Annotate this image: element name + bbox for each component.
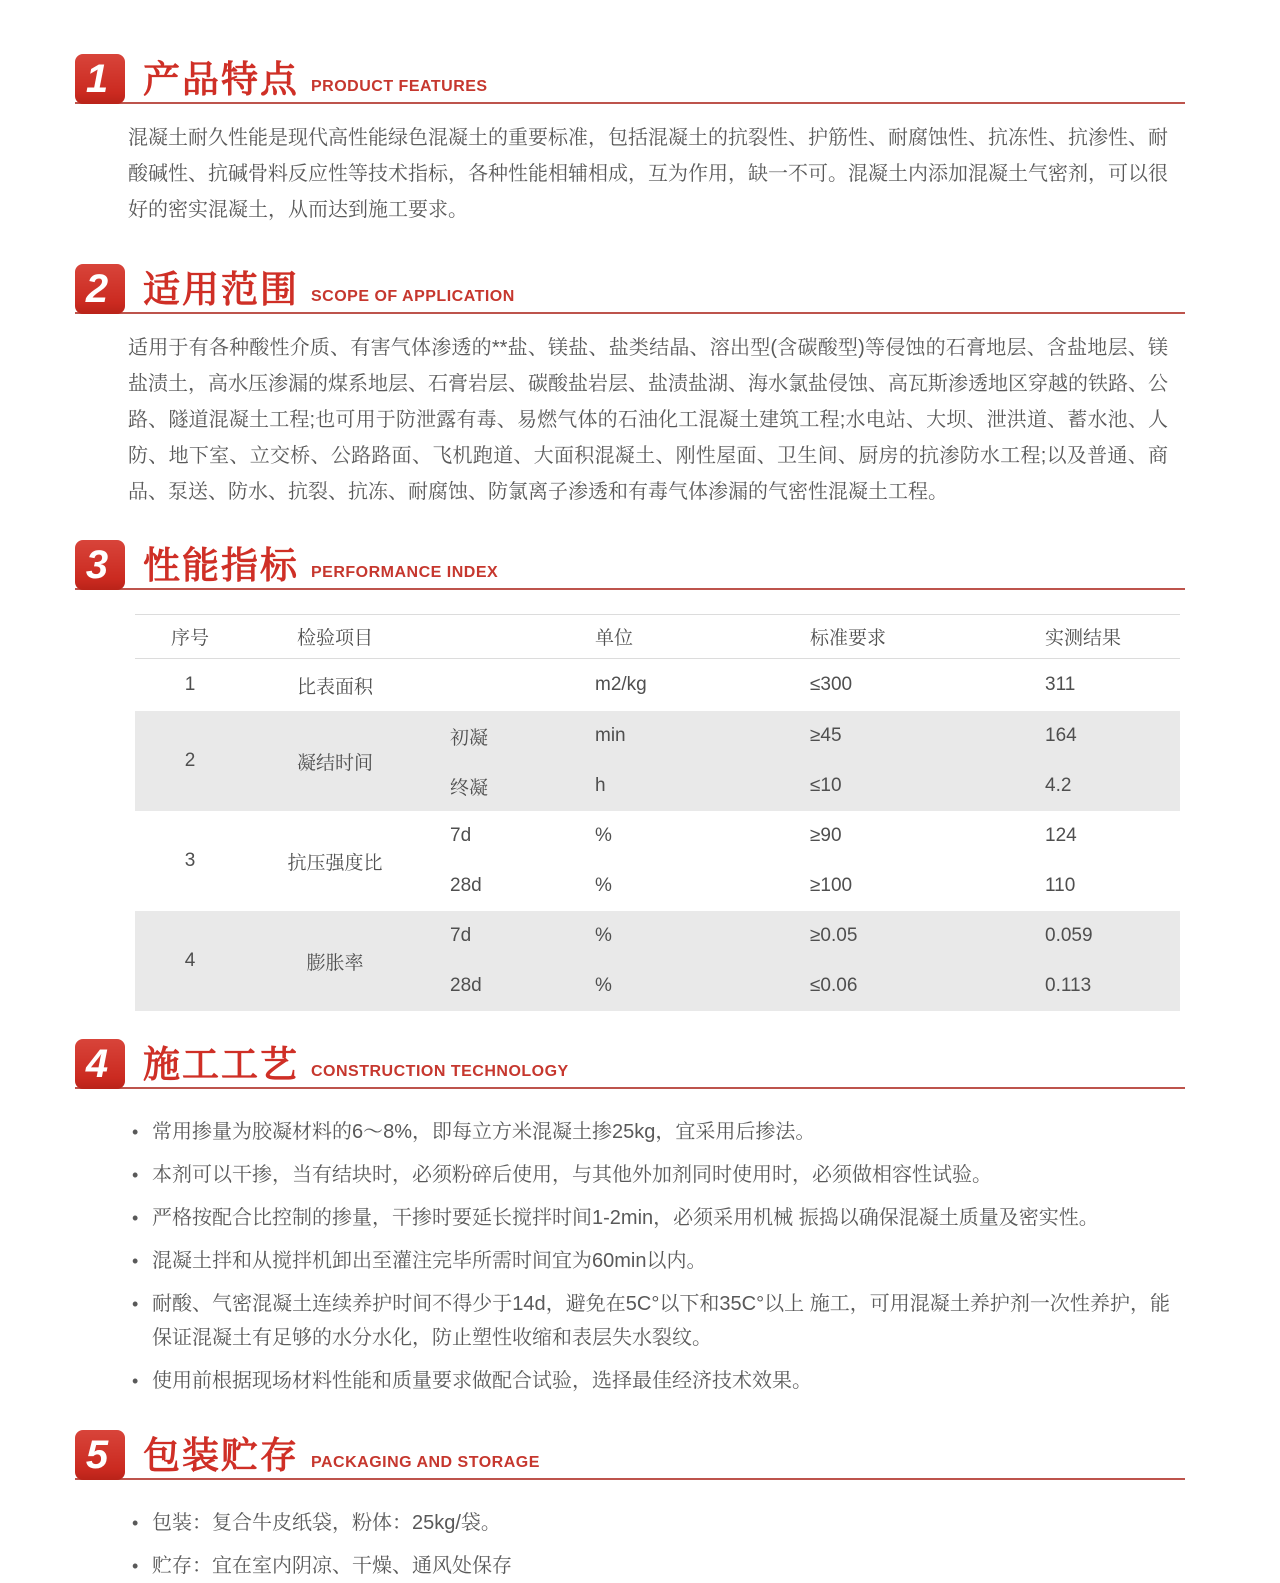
table-row-group [135,811,1180,911]
table-cell: ≤10 [810,775,842,796]
table-subrow [425,711,1180,761]
table-cell: 28d [450,875,482,896]
table-header-row [135,615,1180,659]
section-header [75,258,1185,314]
table-cell: 2 [184,750,196,771]
table-header-cell: 检验项目 [296,628,373,649]
section-performance-index [0,534,1280,1011]
table-row-group [135,911,1180,1011]
table-cell: % [595,975,612,996]
table-cell: % [595,925,612,946]
section-construction-technology [0,1033,1280,1398]
table-cell: 0.113 [1045,975,1092,996]
table-cell: 3 [184,850,196,871]
table-cell: 0.059 [1045,925,1093,946]
section-paragraph: 适用于有各种酸性介质、有害气体渗透的**盐、镁盐、盐类结晶、溶出型(含碳酸型)等侵蚀的石膏地层、含盐地层、镁盐渍土，高水压渗漏的煤系地层、石膏岩层、碳酸盐岩层、盐渍盐湖、海水氯盐侵蚀、高瓦斯渗透地区穿越的铁路、公路、隧道混凝土工程;也可用于防泄露有毒、易燃气体的石油化工混凝土建筑工程;水电站、大坝、泄洪道、蓄水池、人防、地下室、立交桥、公路路面、飞机跑道、大面积混凝土、刚性屋面、卫生间、厨房的抗渗防水工程;以及普通、商品、泵送、防水、抗裂、抗冻、耐腐蚀、防氯离子渗透和有毒气体渗漏的气密性混凝土工程。 [128,337,1168,503]
table-cell: ≥0.05 [810,925,858,946]
table-cell: 311 [1045,674,1076,695]
table-cell: 膨胀率 [306,952,364,974]
table-cell: 1 [184,674,196,695]
table-cell: % [595,875,612,896]
table-cell: % [595,825,612,846]
section-product-features [0,0,1280,228]
section-header [75,1424,1185,1480]
table-cell: 7d [450,925,472,946]
list-item: • 本剂可以干掺，当有结块时，必须粉碎后使用，与其他外加剂同时使用时，必须做相容性试验。 [130,1158,1170,1192]
section-title-en: PRODUCT FEATURES [311,78,488,95]
section-title-en: PACKAGING AND STORAGE [311,1454,540,1471]
table-cell: h [595,775,606,796]
list-item: • 混凝土拌和从搅拌机卸出至灌注完毕所需时间宜为60min以内。 [130,1244,1170,1278]
table-cell: min [595,725,626,746]
table-cell: m2/kg [595,674,647,695]
construction-bullet-list [130,1115,1170,1398]
table-cell: 124 [1045,825,1077,846]
table-cell: 抗压强度比 [287,852,383,874]
section-number-badge: 3 [75,540,125,590]
section-number-badge: 2 [75,264,125,314]
section-title-en: PERFORMANCE INDEX [311,564,499,581]
table-header-cell: 标准要求 [810,628,887,649]
packaging-bullet-list [130,1506,1170,1583]
table-cell: 终凝 [450,777,489,799]
list-item: • 贮存：宜在室内阴凉、干燥、通风处保存 [130,1549,1170,1583]
table-header-cell: 实测结果 [1045,628,1122,649]
table-cell: ≥100 [810,875,853,896]
table-cell: ≤300 [810,674,853,695]
table-cell: 比表面积 [296,676,373,698]
table-subrow [425,911,1180,961]
section-header [75,48,1185,104]
section-number-badge: 4 [75,1039,125,1089]
section-header [75,534,1185,590]
list-item: • 严格按配合比控制的掺量，干掺时要延长搅拌时间1-2min，必须采用机械 振捣以确保混凝土质量及密实性。 [130,1201,1170,1235]
section-number-badge: 5 [75,1430,125,1480]
list-item: • 耐酸、气密混凝土连续养护时间不得少于14d，避免在5C°以下和35C°以上 施工，可用混凝土养护剂一次性养护，能保证混凝土有足够的水分水化，防止塑性收缩和表层失水裂纹。 [130,1287,1170,1355]
section-title-zh: 包装贮存 [143,1435,299,1476]
table-row-group [135,711,1180,811]
table-cell: ≥90 [810,825,842,846]
table-cell: ≤0.06 [810,975,858,996]
section-title-zh: 性能指标 [143,545,299,586]
table-subrow [425,761,1180,811]
list-item: • 常用掺量为胶凝材料的6～8%，即每立方米混凝土掺25kg，宜采用后掺法。 [130,1115,1170,1149]
table-cell: 28d [450,975,482,996]
table-cell: 初凝 [450,727,489,749]
table-cell: 凝结时间 [296,752,373,774]
table-cell: 4.2 [1045,775,1072,796]
section-title-zh: 产品特点 [143,59,299,100]
list-item: • 包装：复合牛皮纸袋，粉体：25kg/袋。 [130,1506,1170,1540]
section-paragraph: 混凝土耐久性能是现代高性能绿色混凝土的重要标准，包括混凝土的抗裂性、护筋性、耐腐蚀性、抗冻性、抗渗性、耐酸碱性、抗碱骨料反应性等技术指标，各种性能相辅相成，互为作用，缺一不可。混凝土内添加混凝土气密剂，可以很好的密实混凝土，从而达到施工要求。 [128,127,1168,221]
table-cell: ≥45 [810,725,842,746]
table-header-cell: 序号 [170,628,209,649]
table-subrow [425,961,1180,1011]
list-item: • 使用前根据现场材料性能和质量要求做配合试验，选择最佳经济技术效果。 [130,1364,1170,1398]
section-title-en: SCOPE OF APPLICATION [311,288,515,305]
table-header-cell: 单位 [595,628,634,649]
table-cell: 4 [184,950,196,971]
section-title-zh: 施工工艺 [143,1044,299,1085]
table-cell: 164 [1045,725,1077,746]
table-subrow [425,861,1180,911]
table-cell: 110 [1045,875,1076,896]
section-header [75,1033,1185,1089]
section-number-badge: 1 [75,54,125,104]
table-subrow [425,811,1180,861]
section-packaging-storage [0,1424,1280,1583]
section-scope-of-application [0,258,1280,510]
table-row [135,659,1180,711]
table-cell: 7d [450,825,472,846]
performance-table [135,614,1180,1011]
section-title-zh: 适用范围 [143,269,299,310]
section-title-en: CONSTRUCTION TECHNOLOGY [311,1063,569,1080]
